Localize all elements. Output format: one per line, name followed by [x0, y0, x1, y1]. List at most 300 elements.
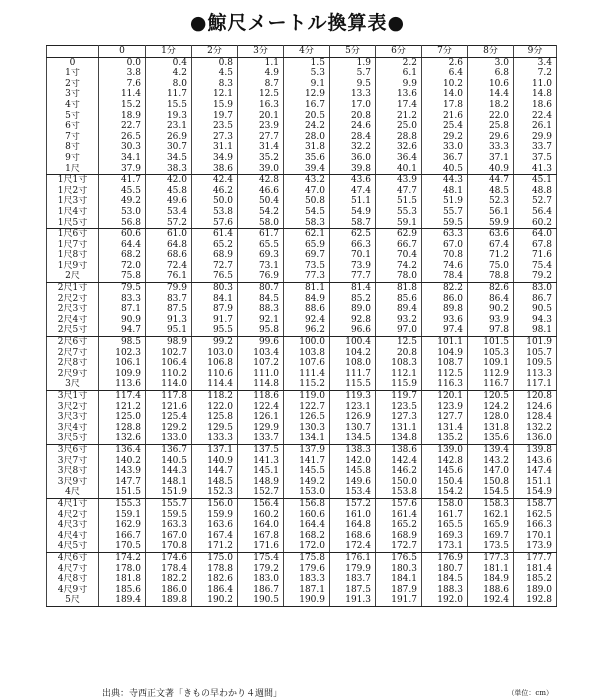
value-cell: 26.1 [514, 121, 557, 132]
row-label: 9寸 [47, 153, 99, 164]
value-cell: 186.7 [238, 585, 284, 596]
value-cell: 31.4 [238, 142, 284, 153]
value-cell: 117.1 [514, 379, 557, 390]
value-cell: 55.7 [422, 207, 468, 218]
value-cell: 45.1 [514, 175, 557, 186]
value-cell: 31.1 [192, 142, 238, 153]
value-cell: 96.6 [330, 325, 376, 336]
value-cell: 103.0 [192, 348, 238, 359]
value-cell: 176.1 [330, 552, 376, 563]
table-row [47, 510, 557, 521]
value-cell: 173.5 [468, 541, 514, 552]
row-label: 2尺8寸 [47, 358, 99, 369]
value-cell: 126.1 [238, 412, 284, 423]
row-label: 3尺9寸 [47, 477, 99, 488]
value-cell: 53.4 [146, 207, 192, 218]
value-cell: 162.5 [514, 510, 557, 521]
value-cell: 142.8 [422, 456, 468, 467]
value-cell: 98.1 [514, 325, 557, 336]
value-cell: 190.5 [238, 595, 284, 606]
value-cell: 113.3 [514, 369, 557, 380]
value-cell: 122.7 [284, 402, 330, 413]
value-cell: 68.9 [192, 250, 238, 261]
value-cell: 6.4 [422, 68, 468, 79]
value-cell: 116.3 [422, 379, 468, 390]
row-label: 1尺3寸 [47, 196, 99, 207]
value-cell: 28.8 [376, 132, 422, 143]
value-cell: 72.0 [99, 261, 146, 272]
value-cell: 104.2 [330, 348, 376, 359]
table-row [47, 433, 557, 444]
value-cell: 86.7 [514, 294, 557, 305]
value-cell: 19.7 [192, 111, 238, 122]
value-cell: 97.8 [468, 325, 514, 336]
column-header: 1分 [146, 46, 192, 58]
value-cell: 102.7 [146, 348, 192, 359]
value-cell: 84.9 [284, 294, 330, 305]
table-row [47, 315, 557, 326]
value-cell: 68.6 [146, 250, 192, 261]
value-cell: 192.0 [422, 595, 468, 606]
row-label: 4尺9寸 [47, 585, 99, 596]
value-cell: 172.7 [376, 541, 422, 552]
value-cell: 128.8 [99, 423, 146, 434]
value-cell: 58.0 [238, 218, 284, 229]
value-cell: 108.7 [422, 358, 468, 369]
value-cell: 89.0 [330, 304, 376, 315]
value-cell: 143.9 [99, 466, 146, 477]
value-cell: 94.3 [514, 315, 557, 326]
value-cell: 174.2 [99, 552, 146, 563]
value-cell: 28.0 [284, 132, 330, 143]
table-row [47, 175, 557, 186]
value-cell: 38.6 [192, 164, 238, 175]
value-cell: 108.3 [376, 358, 422, 369]
value-cell: 175.0 [192, 552, 238, 563]
value-cell: 20.8 [376, 348, 422, 359]
column-header: 7分 [422, 46, 468, 58]
value-cell: 50.8 [284, 196, 330, 207]
value-cell: 14.4 [468, 89, 514, 100]
value-cell: 36.0 [330, 153, 376, 164]
table-row [47, 79, 557, 90]
value-cell: 152.7 [238, 487, 284, 498]
row-label: 5寸 [47, 111, 99, 122]
value-cell: 59.9 [468, 218, 514, 229]
row-label: 2尺1寸 [47, 283, 99, 294]
value-cell: 51.1 [330, 196, 376, 207]
value-cell: 133.0 [146, 433, 192, 444]
value-cell: 125.4 [146, 412, 192, 423]
value-cell: 90.9 [99, 315, 146, 326]
value-cell: 179.6 [284, 564, 330, 575]
row-label: 3尺2寸 [47, 402, 99, 413]
value-cell: 176.9 [422, 552, 468, 563]
value-cell: 4.5 [192, 68, 238, 79]
value-cell: 121.2 [99, 402, 146, 413]
value-cell: 143.2 [468, 456, 514, 467]
row-label: 2尺2寸 [47, 294, 99, 305]
value-cell: 123.1 [330, 402, 376, 413]
row-label: 5尺 [47, 595, 99, 606]
value-cell: 79.5 [99, 283, 146, 294]
value-cell: 22.0 [468, 111, 514, 122]
value-cell: 134.5 [330, 433, 376, 444]
table-row [47, 574, 557, 585]
table-row [47, 466, 557, 477]
value-cell: 186.4 [192, 585, 238, 596]
value-cell: 75.8 [99, 271, 146, 282]
value-cell: 45.8 [146, 186, 192, 197]
value-cell: 58.3 [284, 218, 330, 229]
value-cell: 151.5 [99, 487, 146, 498]
value-cell: 11.0 [514, 79, 557, 90]
value-cell: 111.0 [238, 369, 284, 380]
table-row [47, 164, 557, 175]
value-cell: 147.0 [468, 466, 514, 477]
value-cell: 11.7 [146, 89, 192, 100]
value-cell: 119.7 [376, 391, 422, 402]
value-cell: 163.3 [146, 520, 192, 531]
value-cell: 166.7 [99, 531, 146, 542]
value-cell: 84.5 [238, 294, 284, 305]
value-cell: 55.3 [376, 207, 422, 218]
row-label: 1尺 [47, 164, 99, 175]
value-cell: 121.6 [146, 402, 192, 413]
value-cell: 92.1 [238, 315, 284, 326]
table-row [47, 379, 557, 390]
value-cell: 122.0 [192, 402, 238, 413]
value-cell: 158.0 [422, 498, 468, 509]
value-cell: 154.5 [468, 487, 514, 498]
row-label: 4尺4寸 [47, 531, 99, 542]
value-cell: 91.7 [192, 315, 238, 326]
column-header: 5分 [330, 46, 376, 58]
value-cell: 160.2 [238, 510, 284, 521]
value-cell: 124.6 [514, 402, 557, 413]
value-cell: 171.6 [238, 541, 284, 552]
value-cell: 36.4 [376, 153, 422, 164]
value-cell: 134.1 [284, 433, 330, 444]
value-cell: 125.0 [99, 412, 146, 423]
value-cell: 42.8 [238, 175, 284, 186]
value-cell: 35.6 [284, 153, 330, 164]
value-cell: 59.5 [422, 218, 468, 229]
value-cell: 67.8 [514, 240, 557, 251]
table-row [47, 196, 557, 207]
value-cell: 181.8 [99, 574, 146, 585]
table-row [47, 121, 557, 132]
value-cell: 164.0 [238, 520, 284, 531]
value-cell: 94.7 [99, 325, 146, 336]
value-cell: 26.9 [146, 132, 192, 143]
value-cell: 114.8 [238, 379, 284, 390]
value-cell: 98.9 [146, 337, 192, 348]
value-cell: 68.2 [99, 250, 146, 261]
column-header: 8分 [468, 46, 514, 58]
value-cell: 152.3 [192, 487, 238, 498]
value-cell: 13.3 [330, 89, 376, 100]
value-cell: 8.0 [146, 79, 192, 90]
value-cell: 58.7 [330, 218, 376, 229]
value-cell: 0.4 [146, 57, 192, 68]
value-cell: 139.4 [468, 444, 514, 455]
value-cell: 120.1 [422, 391, 468, 402]
value-cell: 103.4 [238, 348, 284, 359]
value-cell: 132.2 [514, 423, 557, 434]
row-label: 6寸 [47, 121, 99, 132]
value-cell: 76.5 [192, 271, 238, 282]
value-cell: 21.2 [376, 111, 422, 122]
value-cell: 81.1 [284, 283, 330, 294]
value-cell: 105.7 [514, 348, 557, 359]
value-cell: 159.9 [192, 510, 238, 521]
table-row [47, 552, 557, 563]
value-cell: 188.6 [468, 585, 514, 596]
value-cell: 130.3 [284, 423, 330, 434]
value-cell: 17.8 [422, 100, 468, 111]
column-header: 6分 [376, 46, 422, 58]
value-cell: 176.5 [376, 552, 422, 563]
value-cell: 84.1 [192, 294, 238, 305]
value-cell: 119.0 [284, 391, 330, 402]
value-cell: 51.5 [376, 196, 422, 207]
value-cell: 31.8 [284, 142, 330, 153]
value-cell: 50.0 [192, 196, 238, 207]
table-row [47, 111, 557, 122]
value-cell: 22.4 [514, 111, 557, 122]
value-cell: 20.8 [330, 111, 376, 122]
value-cell: 184.9 [468, 574, 514, 585]
value-cell: 107.6 [284, 358, 330, 369]
value-cell: 137.9 [284, 444, 330, 455]
value-cell: 95.1 [146, 325, 192, 336]
value-cell: 51.9 [422, 196, 468, 207]
value-cell: 140.2 [99, 456, 146, 467]
value-cell: 173.9 [514, 541, 557, 552]
value-cell: 43.2 [284, 175, 330, 186]
row-label: 3尺4寸 [47, 423, 99, 434]
value-cell: 158.3 [468, 498, 514, 509]
value-cell: 153.4 [330, 487, 376, 498]
value-cell: 7.6 [99, 79, 146, 90]
table-row [47, 68, 557, 79]
value-cell: 115.2 [284, 379, 330, 390]
value-cell: 161.4 [376, 510, 422, 521]
value-cell: 54.9 [330, 207, 376, 218]
value-cell: 45.5 [99, 186, 146, 197]
value-cell: 120.8 [514, 391, 557, 402]
value-cell: 48.5 [468, 186, 514, 197]
value-cell: 57.6 [192, 218, 238, 229]
value-cell: 67.0 [422, 240, 468, 251]
table-row [47, 412, 557, 423]
value-cell: 116.7 [468, 379, 514, 390]
table-row [47, 57, 557, 68]
table-row [47, 89, 557, 100]
value-cell: 102.3 [99, 348, 146, 359]
value-cell: 48.8 [514, 186, 557, 197]
value-cell: 56.8 [99, 218, 146, 229]
value-cell: 174.6 [146, 552, 192, 563]
value-cell: 71.6 [514, 250, 557, 261]
value-cell: 44.3 [422, 175, 468, 186]
value-cell: 3.4 [514, 57, 557, 68]
value-cell: 172.0 [284, 541, 330, 552]
value-cell: 189.8 [146, 595, 192, 606]
value-cell: 29.2 [422, 132, 468, 143]
value-cell: 41.7 [99, 175, 146, 186]
value-cell: 2.2 [376, 57, 422, 68]
table-row [47, 391, 557, 402]
value-cell: 109.5 [514, 358, 557, 369]
value-cell: 150.0 [376, 477, 422, 488]
value-cell: 160.6 [284, 510, 330, 521]
value-cell: 30.3 [99, 142, 146, 153]
value-cell: 20.5 [284, 111, 330, 122]
value-cell: 16.3 [238, 100, 284, 111]
value-cell: 82.6 [468, 283, 514, 294]
value-cell: 151.9 [146, 487, 192, 498]
value-cell: 186.0 [146, 585, 192, 596]
value-cell: 155.3 [99, 498, 146, 509]
value-cell: 180.7 [422, 564, 468, 575]
row-label: 1尺2寸 [47, 186, 99, 197]
value-cell: 118.6 [238, 391, 284, 402]
row-label: 0 [47, 57, 99, 68]
value-cell: 62.5 [330, 229, 376, 240]
table-row [47, 348, 557, 359]
value-cell: 167.8 [238, 531, 284, 542]
value-cell: 168.9 [376, 531, 422, 542]
row-label: 4尺8寸 [47, 574, 99, 585]
value-cell: 120.5 [468, 391, 514, 402]
table-row [47, 186, 557, 197]
value-cell: 154.9 [514, 487, 557, 498]
value-cell: 69.3 [238, 250, 284, 261]
column-header: 9分 [514, 46, 557, 58]
value-cell: 7.2 [514, 68, 557, 79]
table-row [47, 595, 557, 606]
table-row [47, 240, 557, 251]
value-cell: 140.5 [146, 456, 192, 467]
value-cell: 112.1 [376, 369, 422, 380]
value-cell: 66.3 [330, 240, 376, 251]
value-cell: 147.7 [99, 477, 146, 488]
row-label: 2尺 [47, 271, 99, 282]
row-label: 2寸 [47, 79, 99, 90]
value-cell: 12.5 [238, 89, 284, 100]
value-cell: 9.9 [376, 79, 422, 90]
value-cell: 129.2 [146, 423, 192, 434]
value-cell: 177.7 [514, 552, 557, 563]
value-cell: 92.8 [330, 315, 376, 326]
value-cell: 88.6 [284, 304, 330, 315]
value-cell: 100.0 [284, 337, 330, 348]
value-cell: 57.2 [146, 218, 192, 229]
value-cell: 175.8 [284, 552, 330, 563]
table-row [47, 498, 557, 509]
value-cell: 188.3 [422, 585, 468, 596]
value-cell: 111.4 [284, 369, 330, 380]
value-cell: 165.2 [376, 520, 422, 531]
value-cell: 178.0 [99, 564, 146, 575]
value-cell: 80.7 [238, 283, 284, 294]
value-cell: 125.8 [192, 412, 238, 423]
value-cell: 16.7 [284, 100, 330, 111]
value-cell: 83.3 [99, 294, 146, 305]
value-cell: 54.5 [284, 207, 330, 218]
row-label: 3尺1寸 [47, 391, 99, 402]
value-cell: 187.1 [284, 585, 330, 596]
value-cell: 87.1 [99, 304, 146, 315]
value-cell: 101.9 [514, 337, 557, 348]
table-row [47, 477, 557, 488]
row-label: 3尺 [47, 379, 99, 390]
value-cell: 163.6 [192, 520, 238, 531]
value-cell: 185.2 [514, 574, 557, 585]
value-cell: 27.3 [192, 132, 238, 143]
value-cell: 138.3 [330, 444, 376, 455]
value-cell: 170.8 [146, 541, 192, 552]
value-cell: 85.2 [330, 294, 376, 305]
value-cell: 60.2 [514, 218, 557, 229]
value-cell: 100.4 [330, 337, 376, 348]
value-cell: 79.9 [146, 283, 192, 294]
value-cell: 148.9 [238, 477, 284, 488]
value-cell: 166.3 [514, 520, 557, 531]
conversion-table [46, 45, 557, 607]
value-cell: 135.6 [468, 433, 514, 444]
value-cell: 113.6 [99, 379, 146, 390]
value-cell: 107.2 [238, 358, 284, 369]
value-cell: 146.2 [376, 466, 422, 477]
row-label: 2尺9寸 [47, 369, 99, 380]
value-cell: 82.2 [422, 283, 468, 294]
value-cell: 145.8 [330, 466, 376, 477]
value-cell: 92.4 [284, 315, 330, 326]
value-cell: 73.1 [238, 261, 284, 272]
row-label: 1尺1寸 [47, 175, 99, 186]
value-cell: 138.6 [376, 444, 422, 455]
value-cell: 162.1 [468, 510, 514, 521]
value-cell: 10.2 [422, 79, 468, 90]
value-cell: 187.9 [376, 585, 422, 596]
value-cell: 63.6 [468, 229, 514, 240]
value-cell: 128.0 [468, 412, 514, 423]
value-cell: 12.1 [192, 89, 238, 100]
value-cell: 15.9 [192, 100, 238, 111]
value-cell: 38.3 [146, 164, 192, 175]
value-cell: 93.2 [376, 315, 422, 326]
table-row [47, 402, 557, 413]
table-row [47, 358, 557, 369]
value-cell: 36.7 [422, 153, 468, 164]
value-cell: 23.1 [146, 121, 192, 132]
value-cell: 33.3 [468, 142, 514, 153]
table-row [47, 325, 557, 336]
value-cell: 74.6 [422, 261, 468, 272]
row-label: 4尺 [47, 487, 99, 498]
value-cell: 170.1 [514, 531, 557, 542]
value-cell: 93.9 [468, 315, 514, 326]
value-cell: 78.4 [422, 271, 468, 282]
value-cell: 171.2 [192, 541, 238, 552]
value-cell: 24.2 [284, 121, 330, 132]
table-row [47, 444, 557, 455]
row-label: 3尺8寸 [47, 466, 99, 477]
value-cell: 158.7 [514, 498, 557, 509]
